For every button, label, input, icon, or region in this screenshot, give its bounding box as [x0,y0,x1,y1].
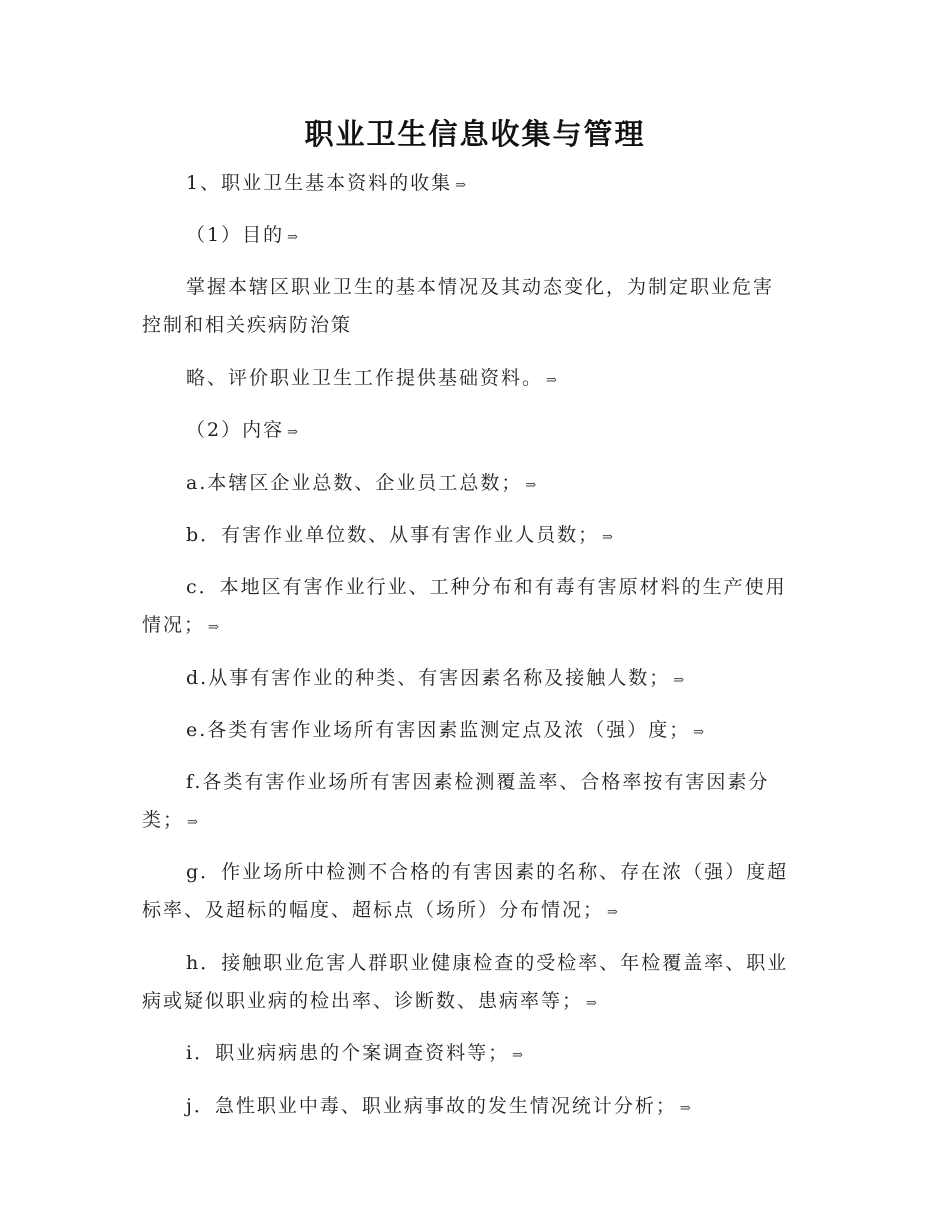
list-item: d.从事有害作业的种类、有害因素名称及接触人数； ⇒ [186,667,685,689]
list-item: g．作业场所中检测不合格的有害因素的名称、存在浓（强）度超 [186,861,789,883]
paragraph-mark-icon: ⇒ [512,1048,523,1063]
paragraph-mark-icon: ⇒ [546,373,557,388]
paragraph-mark-icon: ⇒ [287,230,298,245]
paragraph-mark-icon: ⇒ [455,178,466,193]
paragraph-mark-icon: ⇒ [187,815,198,830]
list-item: i．职业病病患的个案调查资料等； ⇒ [186,1042,523,1064]
section-heading: 1、职业卫生基本资料的收集 ⇒ [186,172,466,194]
list-item: a.本辖区企业总数、企业员工总数； ⇒ [186,472,537,494]
paragraph-line: 略、评价职业卫生工作提供基础资料。 ⇒ [186,367,557,389]
list-item: h．接触职业危害人群职业健康检查的受检率、年检覆盖率、职业 [186,952,789,974]
list-item: j．急性职业中毒、职业病事故的发生情况统计分析； ⇒ [186,1095,691,1117]
subsection-heading: （1）目的 ⇒ [186,224,298,246]
document-title: 职业卫生信息收集与管理 [304,117,646,151]
list-item: e.各类有害作业场所有害因素监测定点及浓（强）度； ⇒ [186,719,705,741]
paragraph-mark-icon: ⇒ [287,425,298,440]
subsection-heading: （2）内容 ⇒ [186,419,298,441]
paragraph-mark-icon: ⇒ [602,530,614,545]
paragraph-mark-icon: ⇒ [607,905,618,920]
paragraph-mark-icon: ⇒ [673,673,685,688]
list-item-continuation: 情况； ⇒ [142,614,219,636]
list-item: c．本地区有害作业行业、工种分布和有毒有害原材料的生产使用 [186,576,787,598]
paragraph-mark-icon: ⇒ [693,725,705,740]
paragraph-mark-icon: ⇒ [679,1101,691,1116]
paragraph-mark-icon: ⇒ [208,620,219,635]
list-item-continuation: 病或疑似职业病的检出率、诊断数、患病率等； ⇒ [142,990,597,1012]
list-item: b．有害作业单位数、从事有害作业人员数； ⇒ [186,524,614,546]
paragraph-mark-icon: ⇒ [525,478,537,493]
list-item: f.各类有害作业场所有害因素检测覆盖率、合格率按有害因素分 [186,771,770,793]
paragraph-line: 控制和相关疾病防治策 [142,314,353,336]
paragraph-line: 掌握本辖区职业卫生的基本情况及其动态变化，为制定职业危害 [186,276,775,298]
paragraph-mark-icon: ⇒ [586,996,597,1011]
list-item-continuation: 类； ⇒ [142,809,198,831]
list-item-continuation: 标率、及超标的幅度、超标点（场所）分布情况； ⇒ [142,899,618,921]
